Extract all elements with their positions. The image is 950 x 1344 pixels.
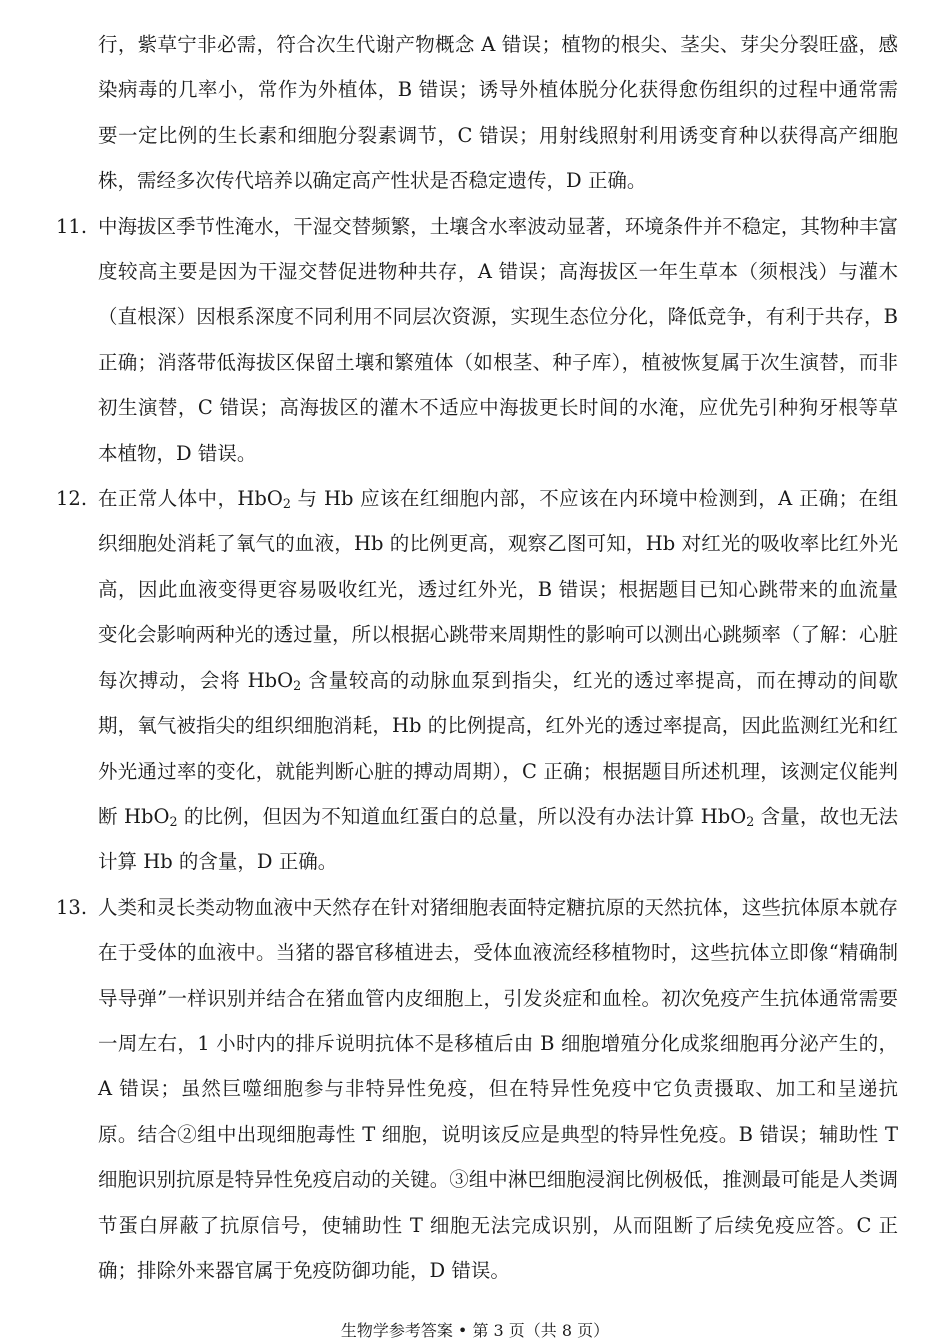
answer-10-continuation: 行，紫草宁非必需，符合次生代谢产物概念 A 错误；植物的根尖、茎尖、芽尖分裂旺盛，感染病毒的几率小，常作为外植体，B 错误；诱导外植体脱分化获得愈伤组织的过程中通常需要一定比例的生长素和细胞分裂素调节，C 错误；用射线照射利用诱变育种以获得高产细胞株，需经多次传代培养以确定高产性状是否稳定遗传，D 正确。 (98, 33, 898, 193)
item-text-13: 人类和灵长类动物血液中天然存在针对猪细胞表面特定糖抗原的天然抗体，这些抗体原本就存在于受体的血液中。当猪的器官移植进去，受体血液流经移植物时，这些抗体立即像“精确制导导弹”一样识别并结合在猪血管内皮细胞上，引发炎症和血栓。初次免疫产生抗体通常需要一周左右，1 小时内的排斥说明抗体不是移植后由 B 细胞增殖分化成浆细胞再分泌产生的，A 错误；虽然巨噬细胞参与非特异性免疫，但在特异性免疫中它负责摄取、加工和呈递抗原。结合②组中出现细胞毒性 T 细胞，说明该反应是典型的特异性免疫。B 错误；辅助性 T 细胞识别抗原是特异性免疫启动的关键。③组中淋巴细胞浸润比例极低，推测最可能是人类调节蛋白屏蔽了抗原信号，使辅助性 T 细胞无法完成识别，从而阻断了后续免疫应答。C 正确；排除外来器官属于免疫防御功能，D 错误。 (98, 895, 898, 1282)
item-text-12 (98, 487, 898, 873)
answer-item-13 (56, 885, 898, 1294)
item-text-11: 中海拔区季节性淹水，干湿交替频繁，土壤含水率波动显著，环境条件并不稳定，其物种丰富度较高主要是因为干湿交替促进物种共存，A 错误；高海拔区一年生草本（须根浅）与灌木（直根深）因根系深度不同利用不同层次资源，实现生态位分化，降低竞争，有利于共存，B 正确；消落带低海拔区保留土壤和繁殖体（如根茎、种子库），植被恢复属于次生演替，而非初生演替，C 错误；高海拔区的灌木不适应中海拔更长时间的水淹，应优先引种狗牙根等草本植物，D 错误。 (98, 214, 898, 465)
subscript-2: 2 (282, 496, 291, 512)
item-12-segment-5: 含量，故也无法计算 Hb 的含量，D 正确。 (98, 804, 898, 874)
subscript-2: 2 (293, 677, 302, 693)
item-12-segment-2: 与 Hb 应该在红细胞内部，不应该在内环境中检测到，A 正确；在组织细胞处消耗了氧气的血液，Hb 的比例更高，观察乙图可知，Hb 对红光的吸收率比红外光高，因此血液变得更容易吸收红光，透过红外光，B 错误；根据题目已知心跳带来的血流量变化会影响两种光的透过量，所以根据心跳带来周期性的影响可以测出心跳频率（了解：心脏每次搏动，会将 HbO (98, 487, 898, 692)
item-12-segment-3: 含量较高的动脉血泵到指尖，红光的透过率提高，而在搏动的间歇期，氧气被指尖的组织细胞消耗，Hb 的比例提高，红外光的透过率提高，因此监测红光和红外光通过率的变化，就能判断心脏的搏动周期），C 正确；根据题目所述机理，该测定仪能判断 HbO (98, 668, 898, 828)
item-number-13: 13. (56, 895, 88, 919)
item-12-segment-4: 的比例，但因为不知道血红蛋白的总量，所以没有办法计算 HbO (177, 804, 747, 828)
answer-content (56, 22, 898, 1293)
subscript-2: 2 (746, 814, 755, 830)
item-number-11: 11. (56, 214, 88, 238)
subscript-2: 2 (169, 814, 178, 830)
answer-item-11 (56, 204, 898, 476)
item-number-12: 12. (56, 487, 88, 511)
page-footer: 生物学参考答案 • 第 3 页（共 8 页） (340, 1321, 610, 1340)
answer-item-12 (56, 476, 898, 885)
item-12-segment-1: 在正常人体中，HbO (98, 487, 283, 511)
